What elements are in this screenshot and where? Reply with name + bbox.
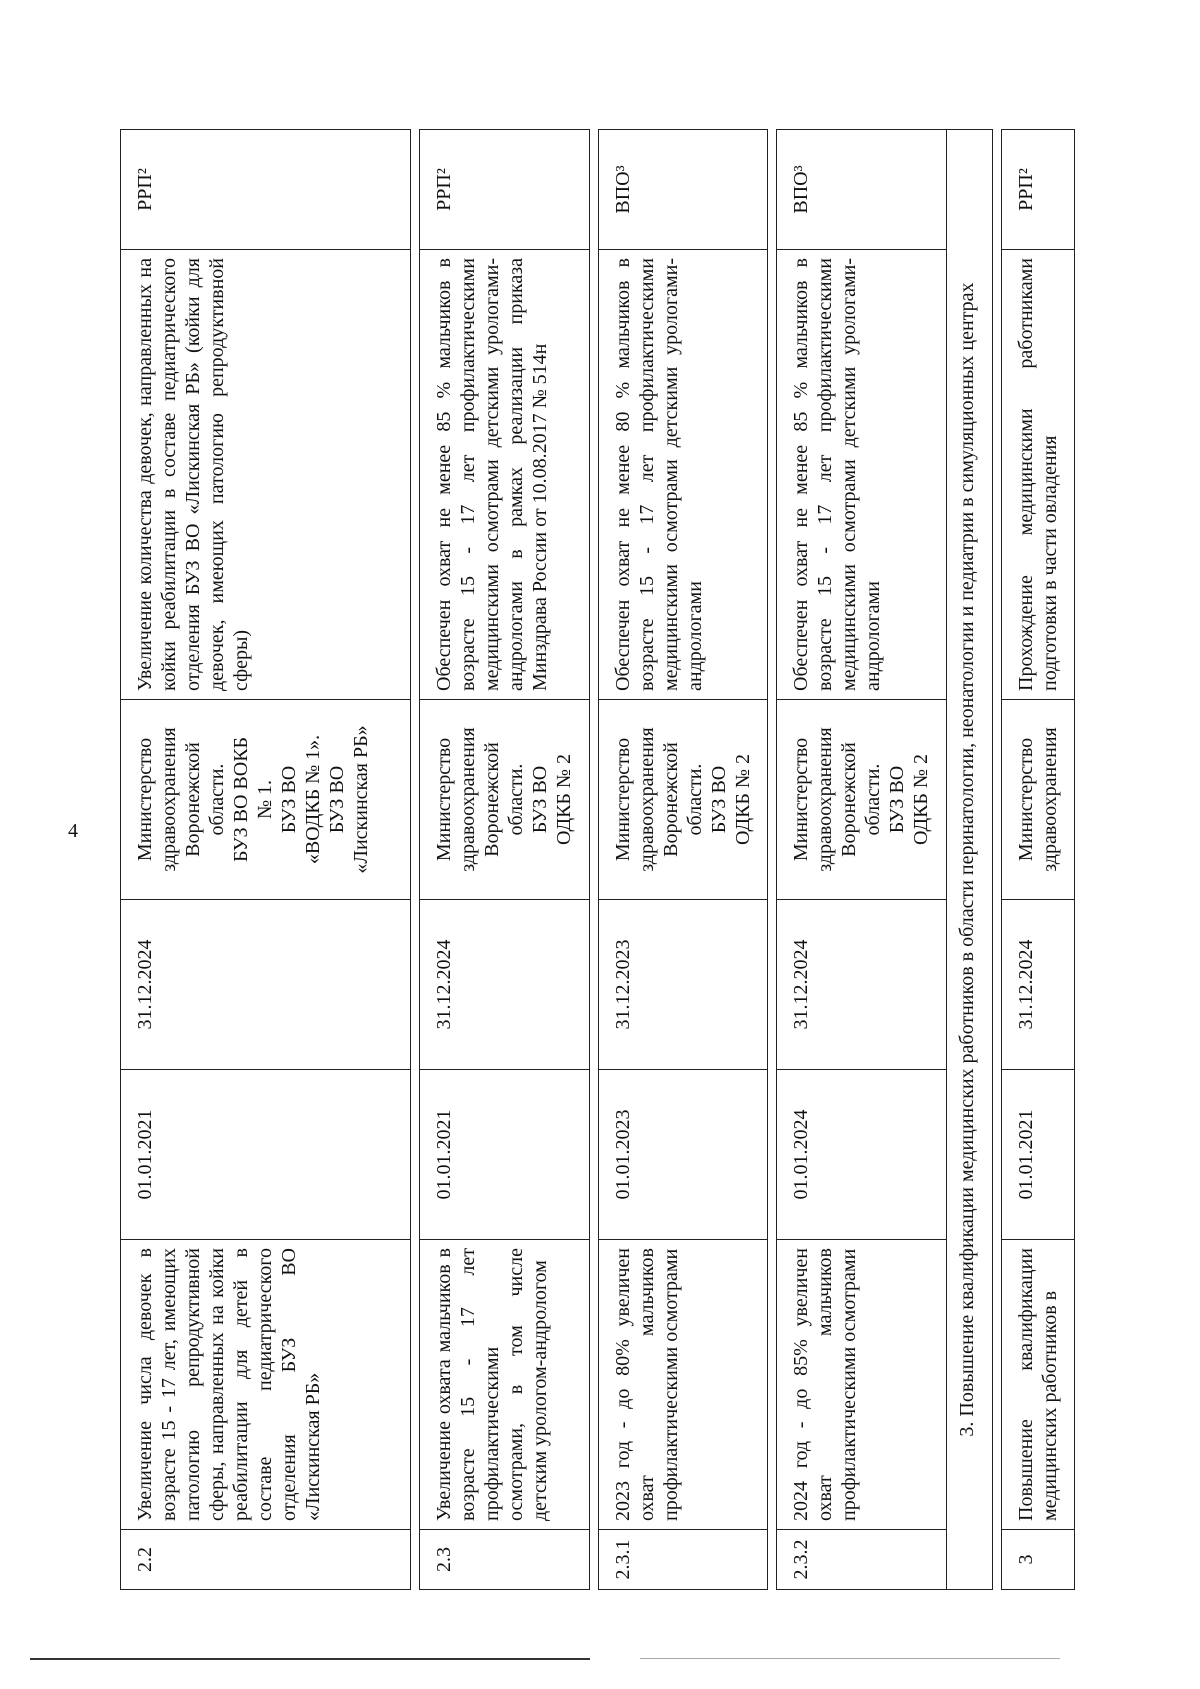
event-cell: 2024 год - до 85% увеличен охват мальчиков профилактическими осмотрами (777, 1240, 947, 1530)
plan-table (120, 129, 1075, 1590)
start-date: 01.01.2021 (1002, 1070, 1075, 1240)
page-number: 4 (68, 820, 78, 842)
end-date: 31.12.2024 (777, 900, 947, 1070)
table-row (599, 130, 768, 1590)
event-cell: Увеличение охвата мальчиков в возрасте 15 - 17 лет профилактическими осмотрами, в том числе детским урологом-андрологом (420, 1240, 590, 1530)
result-cell: Обеспечен охват не менее 80 % мальчиков в возрасте 15 - 17 лет профилактическими медицинскими осмотрами детскими урологами-андрологами (599, 250, 768, 700)
result-cell: Прохождение медицинскими работниками подготовки в части овладения (1002, 250, 1075, 700)
result-cell: Увеличение количества девочек, направленных на койки реабилитации в составе педиатрического отделения БУЗ ВО «Лискинская РБ» (койки для девочек, имеющих патологию репродуктивной сферы) (121, 250, 411, 700)
type-cell: РРП² (1002, 130, 1075, 250)
end-date: 31.12.2024 (121, 900, 411, 1070)
responsible-cell: Министерство здравоохранения Воронежской области. БУЗ ВО ОДКБ № 2 (777, 700, 947, 900)
row-number: 2.3 (420, 1530, 590, 1590)
type-cell: РРП² (420, 130, 590, 250)
row-gap (768, 130, 777, 1590)
end-date: 31.12.2023 (599, 900, 768, 1070)
section-3-title: 3. Повышение квалификации медицинских работников в области перинатологии, неонатологии и педиатрии в симуляционных центрах (947, 130, 993, 1590)
type-cell: ВПО³ (599, 130, 768, 250)
row-number: 2.2 (121, 1530, 411, 1590)
row-number: 2.3.1 (599, 1530, 768, 1590)
row-gap (590, 130, 599, 1590)
start-date: 01.01.2021 (121, 1070, 411, 1240)
row-gap (411, 130, 420, 1590)
section-row (947, 130, 993, 1590)
responsible-cell: Министерство здравоохранения Воронежской области. БУЗ ВО ОДКБ № 2 (420, 700, 590, 900)
table-row (420, 130, 590, 1590)
row-number: 3 (1002, 1530, 1075, 1590)
rotated-table-wrapper (120, 130, 1120, 1590)
scan-edge-line (640, 1658, 1060, 1659)
responsible-cell: Министерство здравоохранения Воронежской области. БУЗ ВО ОДКБ № 2 (599, 700, 768, 900)
end-date: 31.12.2024 (420, 900, 590, 1070)
result-cell: Обеспечен охват не менее 85 % мальчиков в возрасте 15 - 17 лет профилактическими медицинскими осмотрами детскими урологами-андрологами в рамках реализации приказа Минздрава России от 10.08.2017 № 514н (420, 250, 590, 700)
start-date: 01.01.2021 (420, 1070, 590, 1240)
event-cell: Увеличение числа девочек в возрасте 15 - 17 лет, имеющих патологию репродуктивной сферы, направленных на койки реабилитации для детей в составе педиатрического отделения БУЗ ВО «Лискинская РБ» (121, 1240, 411, 1530)
scan-edge-line (30, 1658, 590, 1660)
result-cell: Обеспечен охват не менее 85 % мальчиков в возрасте 15 - 17 лет профилактическими медицинскими осмотрами детскими урологами-андрологами (777, 250, 947, 700)
row-number: 2.3.2 (777, 1530, 947, 1590)
responsible-cell: Министерство здравоохранения (1002, 700, 1075, 900)
table-row (777, 130, 947, 1590)
table-row (121, 130, 411, 1590)
event-cell: Повышение квалификации медицинских работников в (1002, 1240, 1075, 1530)
responsible-cell: Министерство здравоохранения Воронежской области. БУЗ ВО ВОКБ № 1. БУЗ ВО «ВОДКБ № 1». БУЗ ВО «Лискинская РБ» (121, 700, 411, 900)
type-cell: ВПО³ (777, 130, 947, 250)
start-date: 01.01.2023 (599, 1070, 768, 1240)
start-date: 01.01.2024 (777, 1070, 947, 1240)
table-row (1002, 130, 1075, 1590)
row-gap (993, 130, 1002, 1590)
end-date: 31.12.2024 (1002, 900, 1075, 1070)
event-cell: 2023 год - до 80% увеличен охват мальчиков профилактическими осмотрами (599, 1240, 768, 1530)
type-cell: РРП² (121, 130, 411, 250)
